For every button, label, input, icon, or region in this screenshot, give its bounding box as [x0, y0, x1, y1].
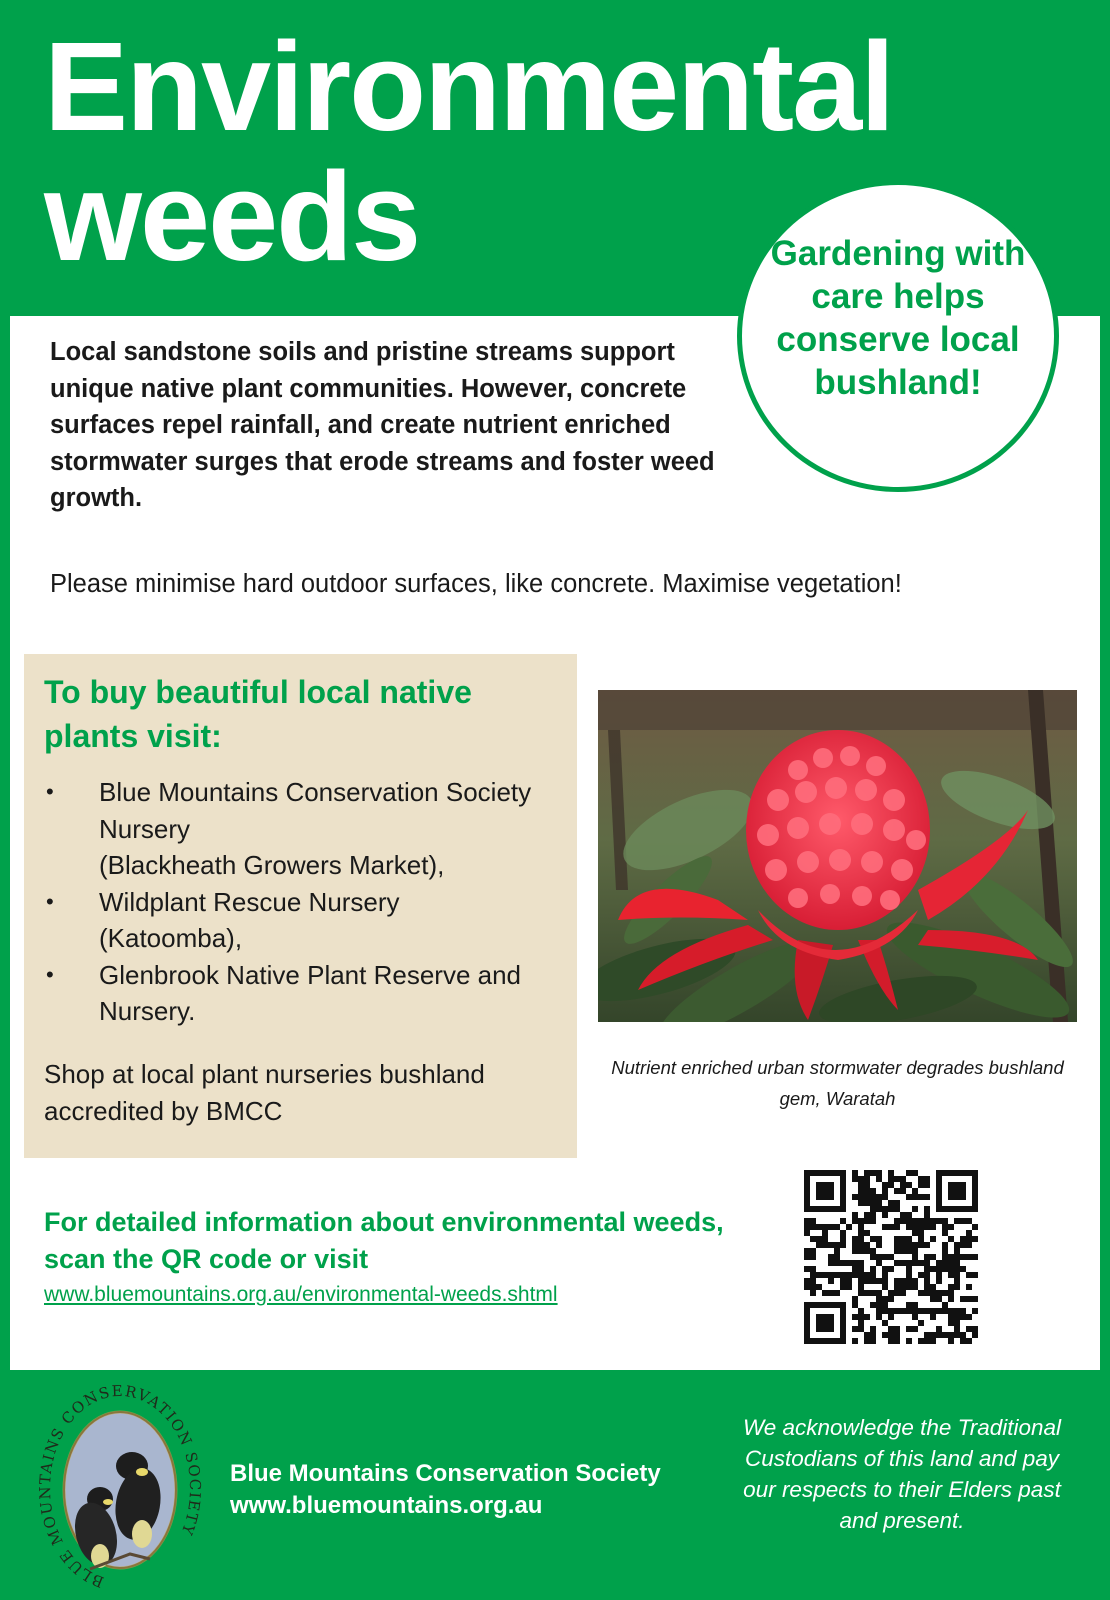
badge-text: Gardening with care helps conserve local bushland!	[770, 234, 1026, 402]
society-info	[230, 1458, 661, 1522]
nursery-name: Blue Mountains Conservation Society Nursery	[99, 777, 532, 844]
list-item	[44, 884, 564, 957]
nursery-location: (Blackheath Growers Market),	[99, 850, 445, 880]
minimise-note: Please minimise hard outdoor surfaces, like concrete. Maximise vegetation!	[50, 570, 902, 598]
title-line-1: Environmental	[44, 16, 894, 157]
intro-paragraph: Local sandstone soils and pristine streams support unique native plant communities. However, concrete surfaces repel rainfall, and create nutrient enriched stormwater surges that erode streams and foster weed growth.	[50, 338, 715, 512]
qr-code-graphic	[804, 1170, 978, 1344]
society-name: Blue Mountains Conservation Society	[230, 1460, 661, 1487]
bullet-icon: •	[46, 779, 54, 804]
list-item	[44, 774, 564, 884]
environmental-weeds-link[interactable]: www.bluemountains.org.au/environmental-weeds.shtml	[44, 1283, 558, 1306]
acknowledgement-of-country: We acknowledge the Traditional Custodians of this land and pay our respects to their Elders past and present.	[742, 1415, 1062, 1533]
shop-note: Shop at local plant nurseries bushland accredited by BMCC	[44, 1059, 485, 1126]
nursery-location: (Katoomba),	[99, 923, 243, 953]
society-website-link[interactable]: www.bluemountains.org.au	[230, 1492, 543, 1519]
waratah-flower-icon	[598, 690, 1077, 1022]
list-item	[44, 957, 564, 1030]
bullet-icon: •	[46, 888, 54, 914]
badge-circle	[737, 180, 1059, 492]
nursery-name: Glenbrook Native Plant Reserve and Nursery.	[99, 959, 522, 1026]
info-heading: For detailed information about environmental weeds, scan the QR code or visit	[44, 1207, 724, 1274]
society-logo-icon	[30, 1384, 210, 1596]
nursery-box	[24, 654, 577, 1158]
nursery-name: Wildplant Rescue Nursery	[99, 886, 400, 917]
logo-ring-text: BLUE MOUNTAINS CONSERVATION SOCIETY	[35, 1384, 205, 1592]
nursery-list	[44, 774, 564, 1030]
qr-code-icon[interactable]	[804, 1170, 978, 1344]
nursery-heading: To buy beautiful local native plants visit:	[44, 674, 472, 754]
title-line-2: weeds	[44, 146, 420, 287]
waratah-photo	[598, 690, 1077, 1022]
photo-caption: Nutrient enriched urban stormwater degrades bushland gem, Waratah	[611, 1057, 1064, 1109]
bullet-icon: •	[46, 961, 54, 987]
